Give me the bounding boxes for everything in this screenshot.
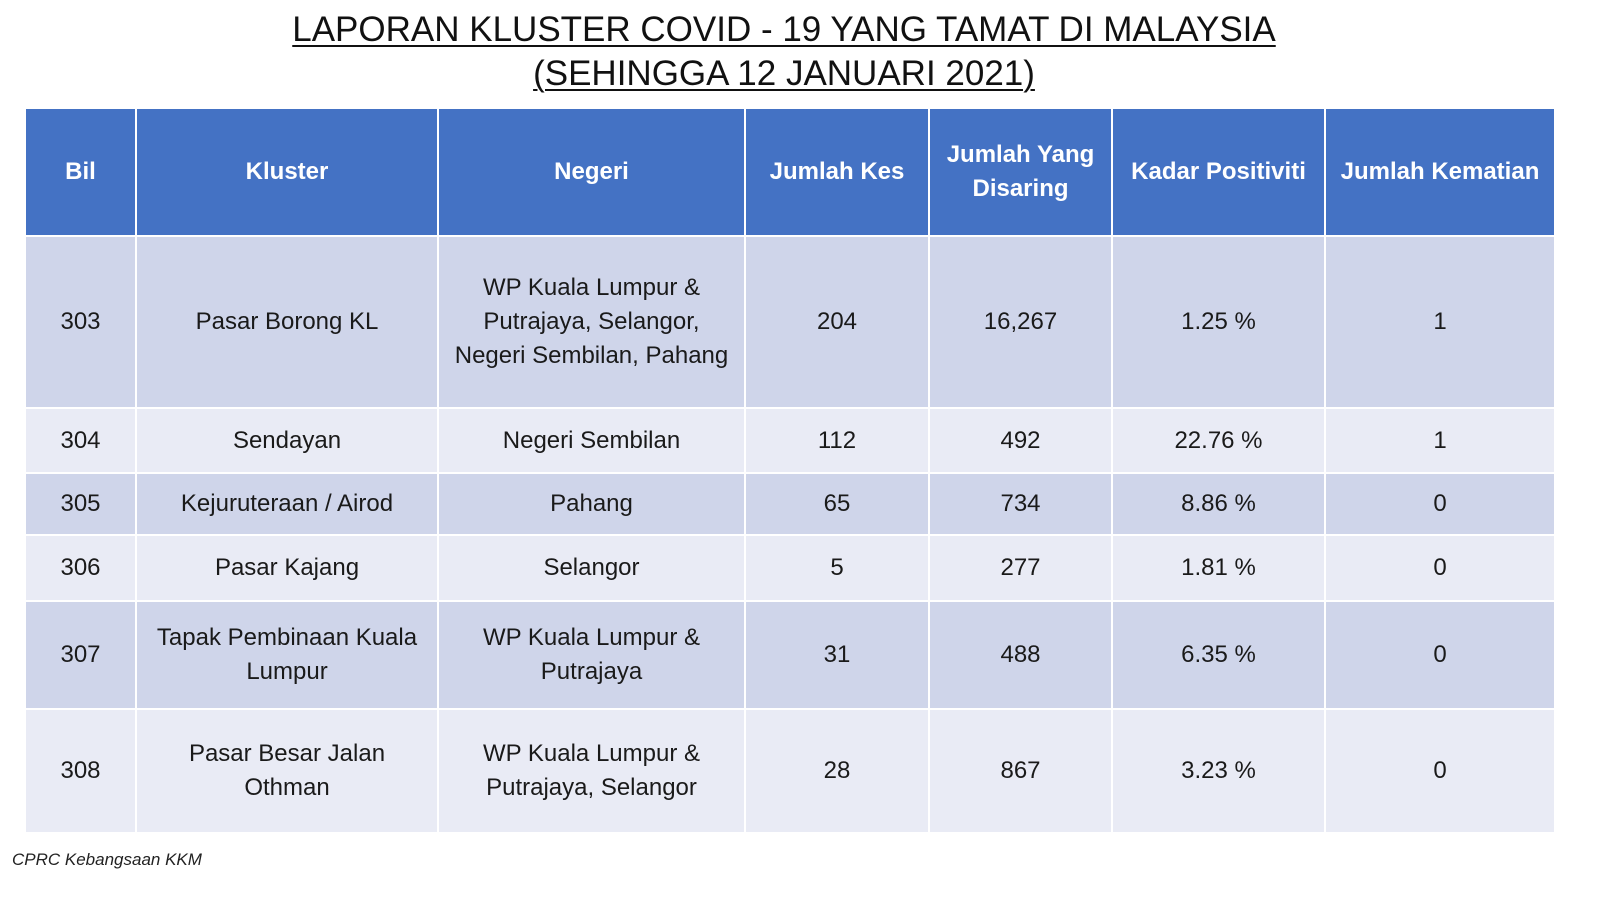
cell-bil: 303 xyxy=(25,236,136,408)
table-row xyxy=(25,601,1555,709)
header-bil: Bil xyxy=(25,108,136,236)
cell-kadar-positiviti: 22.76 % xyxy=(1112,408,1325,473)
table-row xyxy=(25,709,1555,833)
cell-negeri: WP Kuala Lumpur & Putrajaya, Selangor, Negeri Sembilan, Pahang xyxy=(438,236,745,408)
title-line-1: LAPORAN KLUSTER COVID - 19 YANG TAMAT DI MALAYSIA xyxy=(292,10,1276,49)
cell-jumlah-disaring: 734 xyxy=(929,473,1112,535)
cell-negeri: Selangor xyxy=(438,535,745,601)
cell-jumlah-disaring: 492 xyxy=(929,408,1112,473)
cell-kadar-positiviti: 8.86 % xyxy=(1112,473,1325,535)
cell-jumlah-kematian: 0 xyxy=(1325,535,1555,601)
cell-negeri: WP Kuala Lumpur & Putrajaya, Selangor xyxy=(438,709,745,833)
cell-jumlah-disaring: 867 xyxy=(929,709,1112,833)
cell-bil: 305 xyxy=(25,473,136,535)
table-row xyxy=(25,473,1555,535)
cell-kadar-positiviti: 6.35 % xyxy=(1112,601,1325,709)
table-row xyxy=(25,236,1555,408)
cell-jumlah-kes: 112 xyxy=(745,408,929,473)
cell-negeri: WP Kuala Lumpur & Putrajaya xyxy=(438,601,745,709)
cell-kadar-positiviti: 1.81 % xyxy=(1112,535,1325,601)
cell-jumlah-disaring: 277 xyxy=(929,535,1112,601)
cell-jumlah-kematian: 1 xyxy=(1325,408,1555,473)
header-jumlah-kes: Jumlah Kes xyxy=(745,108,929,236)
header-jumlah-disaring: Jumlah Yang Disaring xyxy=(929,108,1112,236)
cell-kluster: Sendayan xyxy=(136,408,438,473)
cell-jumlah-kes: 5 xyxy=(745,535,929,601)
header-kadar-positiviti: Kadar Positiviti xyxy=(1112,108,1325,236)
cell-jumlah-kematian: 0 xyxy=(1325,601,1555,709)
cell-kluster: Tapak Pembinaan Kuala Lumpur xyxy=(136,601,438,709)
cell-jumlah-disaring: 16,267 xyxy=(929,236,1112,408)
cell-jumlah-kes: 65 xyxy=(745,473,929,535)
cell-jumlah-disaring: 488 xyxy=(929,601,1112,709)
page-title xyxy=(0,8,1568,96)
cell-jumlah-kematian: 0 xyxy=(1325,473,1555,535)
cell-bil: 304 xyxy=(25,408,136,473)
cell-kluster: Pasar Besar Jalan Othman xyxy=(136,709,438,833)
cell-kadar-positiviti: 1.25 % xyxy=(1112,236,1325,408)
cell-kluster: Pasar Borong KL xyxy=(136,236,438,408)
header-jumlah-kematian: Jumlah Kematian xyxy=(1325,108,1555,236)
cell-jumlah-kes: 28 xyxy=(745,709,929,833)
cell-jumlah-kes: 31 xyxy=(745,601,929,709)
cell-bil: 307 xyxy=(25,601,136,709)
cell-kluster: Kejuruteraan / Airod xyxy=(136,473,438,535)
cell-jumlah-kematian: 1 xyxy=(1325,236,1555,408)
cell-jumlah-kematian: 0 xyxy=(1325,709,1555,833)
header-kluster: Kluster xyxy=(136,108,438,236)
source-footer: CPRC Kebangsaan KKM xyxy=(12,850,202,869)
cell-kluster: Pasar Kajang xyxy=(136,535,438,601)
cell-bil: 306 xyxy=(25,535,136,601)
table-header-row xyxy=(25,108,1555,236)
cell-kadar-positiviti: 3.23 % xyxy=(1112,709,1325,833)
cell-negeri: Pahang xyxy=(438,473,745,535)
cell-jumlah-kes: 204 xyxy=(745,236,929,408)
cell-bil: 308 xyxy=(25,709,136,833)
table-row xyxy=(25,408,1555,473)
cell-negeri: Negeri Sembilan xyxy=(438,408,745,473)
header-negeri: Negeri xyxy=(438,108,745,236)
cluster-table xyxy=(24,107,1556,834)
table-row xyxy=(25,535,1555,601)
title-line-2: (SEHINGGA 12 JANUARI 2021) xyxy=(533,54,1035,93)
